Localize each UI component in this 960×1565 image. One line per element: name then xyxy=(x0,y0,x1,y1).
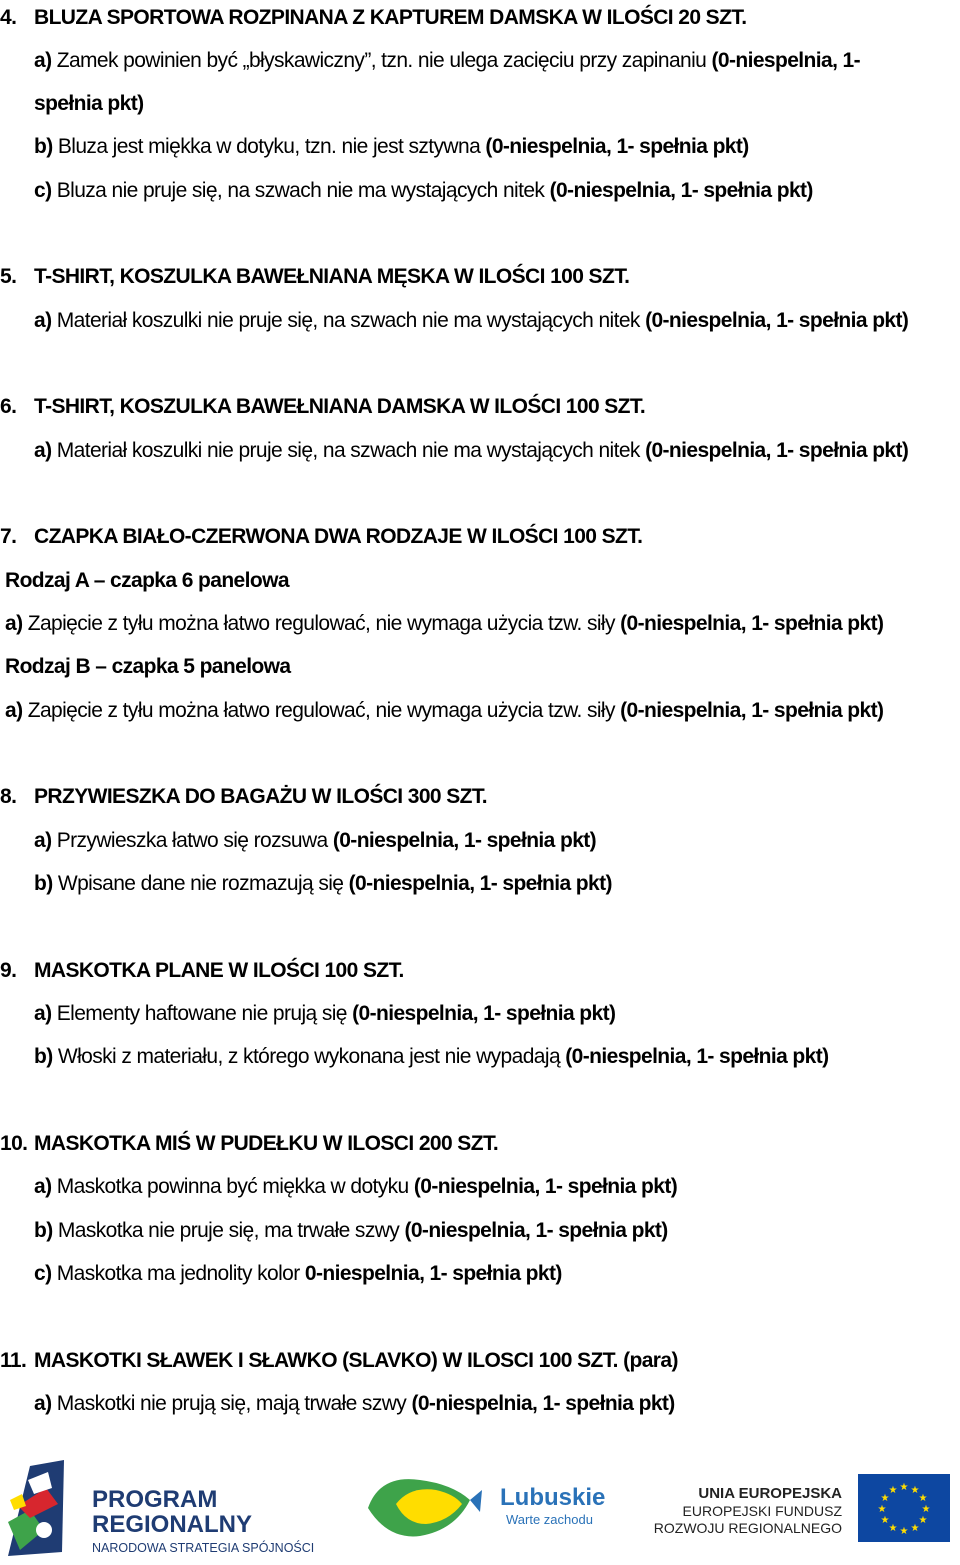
lubuskie-emblem xyxy=(368,1479,482,1536)
section-8-item-a xyxy=(34,828,596,854)
item-letter: c) xyxy=(34,1262,52,1285)
item-letter: b) xyxy=(34,135,53,158)
section-number: 4. xyxy=(0,6,17,29)
program-regionalny-emblem xyxy=(8,1460,64,1556)
item-letter: a) xyxy=(5,699,23,722)
section-7-type-a: Rodzaj A – czapka 6 panelowa xyxy=(5,569,289,592)
section-8-item-b xyxy=(34,871,612,897)
program-line3: NARODOWA STRATEGIA SPÓJNOŚCI xyxy=(92,1541,315,1555)
item-letter: a) xyxy=(5,612,23,635)
item-score: (0-niespelnia, 1- spełnia pkt) xyxy=(411,1392,675,1415)
section-title: MASKOTKI SŁAWEK I SŁAWKO (SLAVKO) W ILOSCI 100 SZT. (para) xyxy=(34,1349,678,1372)
footer-logos xyxy=(0,1460,960,1560)
section-9-item-b xyxy=(34,1044,829,1070)
item-text: Przywieszka łatwo się rozsuwa xyxy=(56,829,333,852)
section-title: CZAPKA BIAŁO-CZERWONA DWA RODZAJE W ILOŚCI 100 SZT. xyxy=(34,525,643,548)
section-11-item-a xyxy=(34,1391,675,1417)
item-score: (0-niespelnia, 1- spełnia pkt) xyxy=(620,612,884,635)
svg-text:★: ★ xyxy=(899,1526,909,1537)
svg-text:★: ★ xyxy=(880,1515,890,1526)
svg-text:★: ★ xyxy=(880,1493,890,1504)
item-text: Elementy haftowane nie prują się xyxy=(56,1002,347,1025)
eu-line1: UNIA EUROPEJSKA xyxy=(698,1485,842,1502)
eu-line3: ROZWOJU REGIONALNEGO xyxy=(653,1520,842,1536)
section-title: PRZYWIESZKA DO BAGAŻU W ILOŚCI 300 SZT. xyxy=(34,785,488,808)
item-text: Włoski z materiału, z którego wykonana jest nie wypadają xyxy=(57,1045,561,1068)
item-score: (0-niespelnia, 1- spełnia pkt) xyxy=(352,1002,616,1025)
section-title: BLUZA SPORTOWA ROZPINANA Z KAPTUREM DAMSKA W ILOŚCI 20 SZT. xyxy=(34,6,747,29)
item-text: Bluza nie pruje się, na szwach nie ma wystających nitek xyxy=(56,179,545,202)
section-title: MASKOTKA MIŚ W PUDEŁKU W ILOSCI 200 SZT. xyxy=(34,1132,499,1155)
eu-flag-icon xyxy=(858,1474,950,1542)
section-number: 8. xyxy=(0,785,17,808)
section-10-item-b xyxy=(34,1218,668,1244)
item-score: (0-niespelnia, 1- spełnia pkt) xyxy=(645,309,909,332)
item-score: 0-niespelnia, 1- spełnia pkt) xyxy=(304,1262,562,1285)
section-4-heading xyxy=(0,5,746,31)
item-score: (0-niespelnia, 1- spełnia pkt) xyxy=(485,135,749,158)
section-4-item-b xyxy=(34,134,749,160)
item-letter: a) xyxy=(34,439,52,462)
section-number: 11. xyxy=(0,1349,27,1372)
item-text: Maskotki nie prują się, mają trwałe szwy xyxy=(56,1392,407,1415)
program-line2: REGIONALNY xyxy=(92,1511,253,1538)
item-score: (0-niespelnia, 1- spełnia pkt) xyxy=(645,439,909,462)
section-title: T-SHIRT, KOSZULKA BAWEŁNIANA MĘSKA W ILOŚCI 100 SZT. xyxy=(34,265,630,288)
item-letter: a) xyxy=(34,1175,52,1198)
section-4-item-c xyxy=(34,178,813,204)
svg-text:★: ★ xyxy=(888,1523,898,1534)
section-4-item-a xyxy=(34,48,860,74)
section-10-item-c xyxy=(34,1261,562,1287)
item-text: Maskotka nie pruje się, ma trwałe szwy xyxy=(57,1219,400,1242)
item-text: Maskotka ma jednolity kolor xyxy=(56,1262,300,1285)
item-text: Bluza jest miękka w dotyku, tzn. nie jest sztywna xyxy=(57,135,481,158)
section-title: T-SHIRT, KOSZULKA BAWEŁNIANA DAMSKA W ILOŚCI 100 SZT. xyxy=(34,395,646,418)
item-score: (0-niespelnia, 1- spełnia pkt) xyxy=(404,1219,668,1242)
item-letter: a) xyxy=(34,309,52,332)
item-text: Zamek powinien być „błyskawiczny”, tzn. nie ulega zacięciu przy zapinaniu xyxy=(56,49,707,72)
svg-text:★: ★ xyxy=(910,1485,920,1496)
item-score: (0-niespelnia, 1- spełnia pkt) xyxy=(549,179,813,202)
section-10-item-a xyxy=(34,1174,677,1200)
item-letter: a) xyxy=(34,49,52,72)
item-letter: b) xyxy=(34,1045,53,1068)
section-number: 6. xyxy=(0,395,17,418)
footer-logos-svg xyxy=(0,1460,960,1560)
svg-text:★: ★ xyxy=(921,1504,931,1515)
section-7-heading xyxy=(0,524,642,550)
item-score: (0-niespelnia, 1- spełnia pkt) xyxy=(413,1175,678,1198)
item-text: Wpisane dane nie rozmazują się xyxy=(57,872,344,895)
section-9-item-a xyxy=(34,1001,615,1027)
section-number: 9. xyxy=(0,959,17,982)
section-number: 10. xyxy=(0,1132,28,1155)
section-number: 7. xyxy=(0,525,17,548)
item-score: (0-niespelnia, 1- xyxy=(711,49,861,72)
item-score: (0-niespelnia, 1- spełnia pkt) xyxy=(348,872,612,895)
item-text: Zapięcie z tyłu można łatwo regulować, nie wymaga użycia tzw. siły xyxy=(27,699,615,722)
item-letter: b) xyxy=(34,872,53,895)
item-score: (0-niespelnia, 1- spełnia pkt) xyxy=(620,699,884,722)
section-10-heading xyxy=(0,1131,498,1157)
svg-text:★: ★ xyxy=(910,1523,920,1534)
lubuskie-name: Lubuskie xyxy=(500,1484,606,1511)
section-5-item-a xyxy=(34,308,908,334)
section-8-heading xyxy=(0,784,487,810)
item-text: Materiał koszulki nie pruje się, na szwach nie ma wystających nitek xyxy=(56,309,640,332)
section-6-heading xyxy=(0,394,645,420)
svg-text:★: ★ xyxy=(888,1485,898,1496)
svg-text:★: ★ xyxy=(877,1504,887,1515)
section-5-heading xyxy=(0,264,629,290)
section-7-type-b: Rodzaj B – czapka 5 panelowa xyxy=(5,655,291,678)
item-letter: a) xyxy=(34,1392,52,1415)
item-score: (0-niespelnia, 1- spełnia pkt) xyxy=(565,1045,829,1068)
item-text: Maskotka powinna być miękka w dotyku xyxy=(56,1175,409,1198)
item-letter: a) xyxy=(34,829,52,852)
item-score: (0-niespelnia, 1- spełnia pkt) xyxy=(332,829,597,852)
item-letter: a) xyxy=(34,1002,52,1025)
section-6-item-a xyxy=(34,438,908,464)
section-9-heading xyxy=(0,958,404,984)
item-letter: b) xyxy=(34,1219,53,1242)
section-7-type-a-item xyxy=(5,611,883,637)
svg-text:★: ★ xyxy=(899,1482,909,1493)
eu-line2: EUROPEJSKI FUNDUSZ xyxy=(682,1503,842,1519)
item-text: Zapięcie z tyłu można łatwo regulować, nie wymaga użycia tzw. siły xyxy=(27,612,615,635)
program-line1: PROGRAM xyxy=(92,1486,218,1513)
svg-text:★: ★ xyxy=(918,1515,928,1526)
svg-text:★: ★ xyxy=(918,1493,928,1504)
section-number: 5. xyxy=(0,265,17,288)
item-letter: c) xyxy=(34,179,52,202)
section-11-heading xyxy=(0,1348,678,1374)
item-text: Materiał koszulki nie pruje się, na szwach nie ma wystających nitek xyxy=(56,439,640,462)
section-7-type-b-item xyxy=(5,698,883,724)
section-title: MASKOTKA PLANE W ILOŚCI 100 SZT. xyxy=(34,959,404,982)
section-4-item-a-cont: spełnia pkt) xyxy=(34,92,144,115)
lubuskie-tagline: Warte zachodu xyxy=(506,1512,593,1527)
